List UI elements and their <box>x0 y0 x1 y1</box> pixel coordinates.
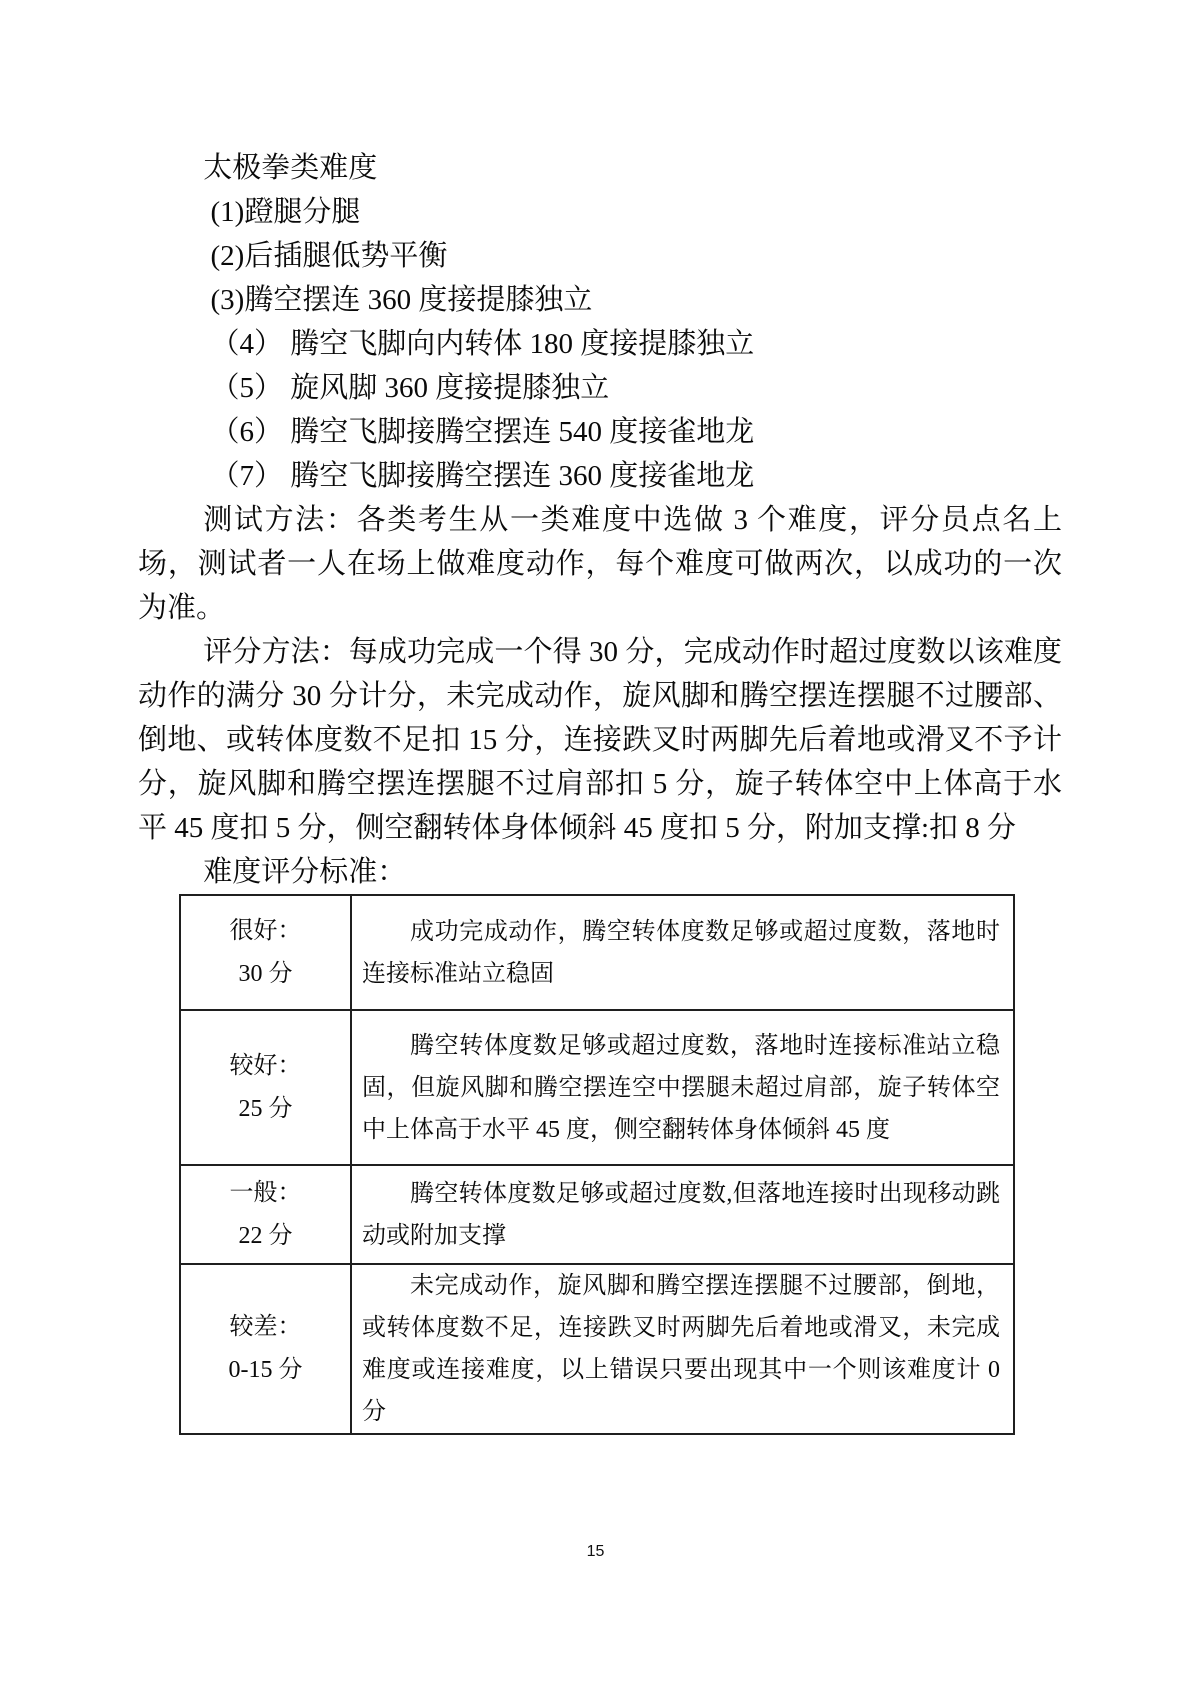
difficulty-item-2: (2)后插腿低势平衡 <box>210 240 448 272</box>
difficulty-item-7: （7） 腾空飞脚接腾空摆连 360 度接雀地龙 <box>210 460 755 492</box>
difficulty-item-4: （4） 腾空飞脚向内转体 180 度接提膝独立 <box>210 328 755 360</box>
test-method-paragraph: 测试方法：各类考生从一类难度中选做 3 个难度，评分员点名上场，测试者一人在场上做难度动作，每个难度可做两次，以成功的一次为准。 <box>138 504 1062 624</box>
grade-label: 很好： <box>229 917 302 944</box>
table-row <box>180 1010 1014 1165</box>
section-heading: 太极拳类难度 <box>203 152 378 184</box>
difficulty-item-1: (1)蹬腿分腿 <box>210 196 361 228</box>
description-text: 未完成动作，旋风脚和腾空摆连摆腿不过腰部，倒地，或转体度数不足，连接跌叉时两脚先后着地或滑叉，未完成难度或连接难度，以上错误只要出现其中一个则该难度计 0 分 <box>362 1273 1000 1425</box>
page-number: 15 <box>586 1543 605 1560</box>
grade-label: 较好： <box>229 1052 302 1079</box>
difficulty-item-6: （6） 腾空飞脚接腾空摆连 540 度接雀地龙 <box>210 416 755 448</box>
description-text: 腾空转体度数足够或超过度数,但落地连接时出现移动跳动或附加支撑 <box>362 1180 1000 1249</box>
difficulty-item-3: (3)腾空摆连 360 度接提膝独立 <box>210 284 593 316</box>
table-row <box>180 895 1014 1010</box>
score-value: 25 分 <box>238 1095 293 1122</box>
grade-cell <box>180 1165 351 1264</box>
description-text: 成功完成动作，腾空转体度数足够或超过度数，落地时连接标准站立稳固 <box>362 918 1000 987</box>
table-row <box>180 1264 1014 1434</box>
grade-cell <box>180 895 351 1010</box>
score-value: 22 分 <box>238 1222 293 1249</box>
table-caption: 难度评分标准： <box>203 856 407 888</box>
description-cell <box>351 1165 1014 1264</box>
grade-label: 较差： <box>229 1314 302 1340</box>
grade-label: 一般： <box>229 1179 302 1206</box>
grade-cell <box>180 1264 351 1434</box>
description-text: 腾空转体度数足够或超过度数，落地时连接标准站立稳固，但旋风脚和腾空摆连空中摆腿未超过肩部，旋子转体空中上体高于水平 45 度，侧空翻转体身体倾斜 45 度 <box>362 1032 1000 1143</box>
description-cell <box>351 1010 1014 1165</box>
difficulty-item-5: （5） 旋风脚 360 度接提膝独立 <box>210 372 610 404</box>
table-row <box>180 1165 1014 1264</box>
difficulty-score-table <box>179 894 1015 1435</box>
score-value: 0-15 分 <box>228 1357 303 1383</box>
grade-cell <box>180 1010 351 1165</box>
description-cell <box>351 1264 1014 1434</box>
description-cell <box>351 895 1014 1010</box>
scoring-method-paragraph: 评分方法：每成功完成一个得 30 分，完成动作时超过度数以该难度动作的满分 30 分计分，未完成动作，旋风脚和腾空摆连摆腿不过腰部、倒地、或转体度数不足扣 15 分，连接跌叉时两脚先后着地或滑叉不予计分，旋风脚和腾空摆连摆腿不过肩部扣 5 分，旋子转体空中上体高于水平 45 度扣 5 分，侧空翻转体身体倾斜 45 度扣 5 分，附加支撑:扣 8 分 <box>138 636 1062 844</box>
score-value: 30 分 <box>238 960 293 987</box>
body-text <box>138 146 1062 1435</box>
